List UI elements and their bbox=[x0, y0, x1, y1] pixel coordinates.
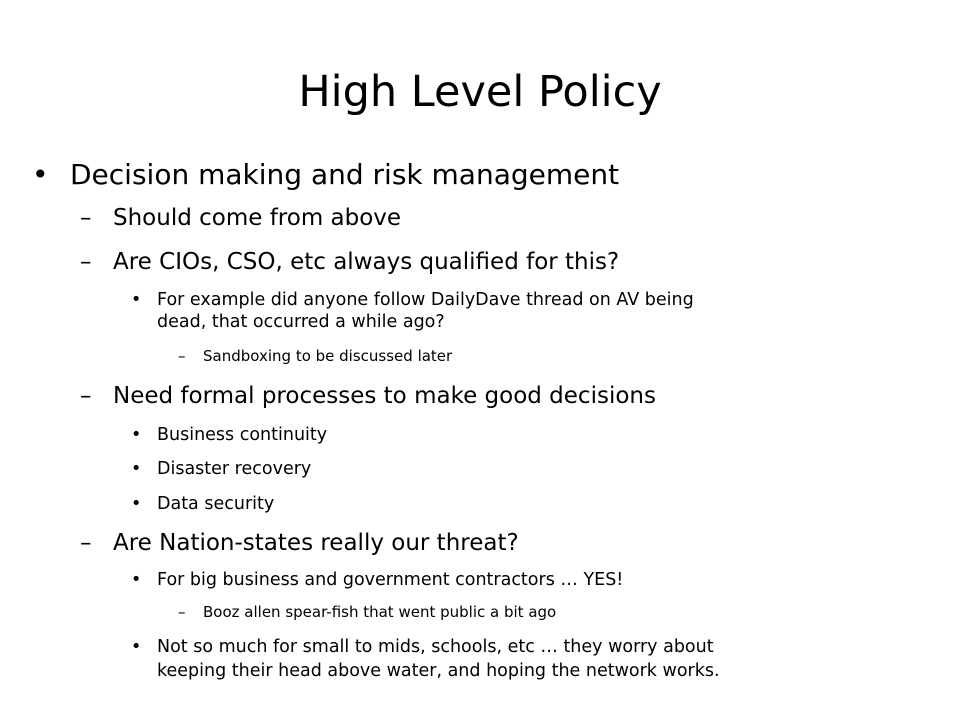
dash-marker: – bbox=[80, 205, 92, 231]
dash-marker: – bbox=[80, 249, 92, 275]
sub-nation-states: Are Nation-states really our threat? bbox=[113, 530, 519, 556]
bullet-decision-making: Decision making and risk management bbox=[70, 158, 620, 191]
item-dailydave-line2: dead, that occurred a while ago? bbox=[157, 312, 445, 332]
bullet-marker: • bbox=[131, 494, 142, 514]
item-business-continuity: Business continuity bbox=[157, 425, 328, 445]
item-dailydave-line1: For example did anyone follow DailyDave thread on AV being bbox=[157, 290, 694, 310]
sub-formal-processes: Need formal processes to make good decisions bbox=[113, 383, 656, 409]
bullet-marker: • bbox=[131, 425, 142, 445]
item-sandboxing: Sandboxing to be discussed later bbox=[203, 347, 453, 365]
slide-title: High Level Policy bbox=[298, 67, 662, 117]
bullet-marker: • bbox=[131, 570, 142, 590]
sub-should-come-from-above: Should come from above bbox=[113, 205, 402, 231]
item-small-mids-line2: keeping their head above water, and hoping the network works. bbox=[157, 661, 720, 681]
bullet-marker: • bbox=[131, 637, 142, 657]
dash-marker: – bbox=[178, 347, 186, 365]
item-data-security: Data security bbox=[157, 494, 275, 514]
bullet-marker: • bbox=[32, 158, 49, 191]
item-big-business-yes: For big business and government contractors … YES! bbox=[157, 570, 624, 590]
item-small-mids-line1: Not so much for small to mids, schools, etc … they worry about bbox=[157, 637, 714, 657]
bullet-marker: • bbox=[131, 290, 142, 310]
bullet-marker: • bbox=[131, 459, 142, 479]
item-booz-allen: Booz allen spear-fish that went public a bit ago bbox=[203, 603, 557, 621]
dash-marker: – bbox=[80, 383, 92, 409]
dash-marker: – bbox=[178, 603, 186, 621]
dash-marker: – bbox=[80, 530, 92, 556]
sub-cios-qualified: Are CIOs, CSO, etc always qualified for this? bbox=[113, 249, 620, 275]
item-disaster-recovery: Disaster recovery bbox=[157, 459, 312, 479]
